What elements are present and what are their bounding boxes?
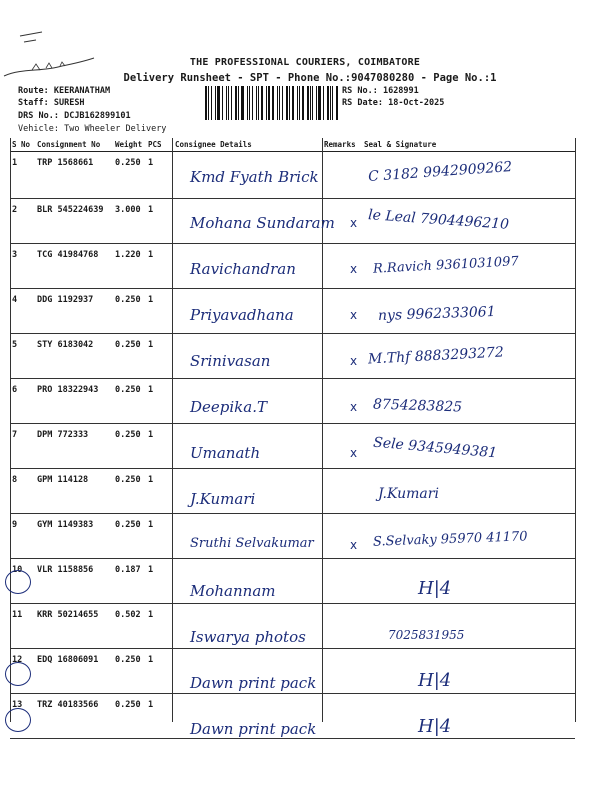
consignment-cell: DDG 1192937 [35, 289, 113, 334]
consignment-cell: TCG 41984768 [35, 244, 113, 289]
sno-cell: 9 [10, 514, 35, 559]
signature-handwriting: S.Selvaky 95970 41170 [372, 529, 528, 550]
remark-mark: x [350, 262, 358, 276]
weight-cell: 0.250 [113, 424, 146, 469]
pcs-cell: 1 [146, 244, 173, 289]
signature-handwriting: R.Ravich 9361031097 [372, 254, 520, 277]
signature-handwriting: le Leal 7904496210 [367, 207, 510, 233]
sno-cell: 12 [10, 649, 35, 694]
remarks-cell [322, 649, 362, 694]
barcode-bar [268, 86, 271, 120]
consignee-handwriting: Mohana Sundaram [190, 214, 335, 232]
barcode-bar [247, 86, 248, 120]
barcode-bar [282, 86, 283, 120]
barcode-bar [249, 86, 250, 120]
weight-cell: 0.250 [113, 514, 146, 559]
pcs-cell: 1 [146, 152, 173, 199]
barcode-bar [316, 86, 317, 120]
barcode-bar [211, 86, 212, 120]
barcode-bar [323, 86, 324, 120]
remark-mark: x [350, 538, 358, 552]
weight-cell: 0.250 [113, 469, 146, 514]
signature-handwriting: J.Kumari [378, 486, 439, 502]
rs-date-line: RS Date: 18-Oct-2025 [342, 98, 445, 108]
consignee-handwriting: J.Kumari [190, 490, 256, 508]
consignee-handwriting: Sruthi Selvakumar [190, 536, 314, 551]
remark-mark: x [350, 354, 358, 368]
weight-cell: 0.502 [113, 604, 146, 649]
barcode-bar [318, 86, 321, 120]
signature-handwriting: H|4 [418, 670, 452, 691]
barcode-bar [261, 86, 263, 120]
consignment-cell: DPM 772333 [35, 424, 113, 469]
barcode-bar [297, 86, 298, 120]
consignee-handwriting: Dawn print pack [190, 720, 317, 738]
col-sno: S No [10, 138, 35, 152]
remarks-cell [322, 604, 362, 649]
barcode-bar [277, 86, 278, 120]
consignee-handwriting: Priyavadhana [190, 306, 294, 324]
table-row [10, 559, 575, 604]
consignee-handwriting: Kmd Fyath Brick [190, 168, 319, 186]
pcs-cell: 1 [146, 379, 173, 424]
barcode-bar [312, 86, 313, 120]
remarks-cell [322, 694, 362, 739]
sno-cell: 11 [10, 604, 35, 649]
col-signature: Seal & Signature [362, 138, 575, 152]
staff-value: SURESH [53, 98, 85, 108]
pcs-cell: 1 [146, 604, 173, 649]
signature-cell [362, 694, 575, 739]
remark-mark: x [350, 400, 358, 414]
barcode-bar [205, 86, 207, 120]
barcode-bar [235, 86, 237, 120]
remarks-cell [322, 559, 362, 604]
barcode-bar [215, 86, 217, 120]
sno-cell: 3 [10, 244, 35, 289]
barcode-bar [327, 86, 329, 120]
rule [575, 138, 576, 722]
serial-circle-mark [5, 708, 31, 732]
barcode-bar [307, 86, 309, 120]
signature-handwriting: M.Thf 8883293272 [367, 344, 505, 368]
rule [10, 138, 11, 722]
remark-mark: x [350, 446, 358, 460]
signature-handwriting: nys 9962333061 [377, 303, 496, 325]
barcode-bar [289, 86, 290, 120]
barcode-bar [279, 86, 280, 120]
vehicle-value: Two Wheeler Delivery [64, 124, 167, 134]
barcode-bar [208, 86, 209, 120]
pcs-cell: 1 [146, 469, 173, 514]
signature-cell [362, 649, 575, 694]
pcs-cell: 1 [146, 289, 173, 334]
weight-cell: 0.250 [113, 379, 146, 424]
consignee-handwriting: Ravichandran [190, 260, 296, 278]
consignee-handwriting: Iswarya photos [190, 628, 306, 646]
rs-no-value: 1628991 [382, 86, 419, 96]
route-line: Route: KEERANATHAM [18, 86, 111, 96]
barcode-bar [258, 86, 259, 120]
barcode-bar [302, 86, 304, 120]
barcode-bar [231, 86, 233, 120]
pcs-cell: 1 [146, 694, 173, 739]
sno-cell: 6 [10, 379, 35, 424]
consignment-cell: TRZ 40183566 [35, 694, 113, 739]
runsheet-line: Delivery Runsheet - SPT - Phone No.:9047080280 - Page No.:1 [123, 72, 497, 84]
signature-handwriting: 8754283825 [372, 396, 463, 416]
pcs-cell: 1 [146, 334, 173, 379]
remarks-cell [322, 469, 362, 514]
col-remarks: Remarks [322, 138, 362, 152]
barcode-bar [266, 86, 267, 120]
route-value: KEERANATHAM [53, 86, 111, 96]
signature-handwriting: C 3182 9942909262 [367, 158, 513, 186]
barcode-bar [226, 86, 227, 120]
table-row [10, 379, 575, 424]
barcode-bar [228, 86, 229, 120]
barcode-bar [330, 86, 331, 120]
barcode-bar [256, 86, 257, 120]
barcode-bar [222, 86, 223, 120]
rs-no-line: RS No.: 1628991 [342, 86, 419, 96]
sno-cell: 5 [10, 334, 35, 379]
weight-cell: 0.250 [113, 694, 146, 739]
company-title: THE PROFESSIONAL COURIERS, COIMBATORE [189, 57, 421, 68]
pcs-cell: 1 [146, 199, 173, 244]
sno-cell: 13 [10, 694, 35, 739]
barcode-bar [217, 86, 220, 120]
consignee-handwriting: Srinivasan [190, 352, 271, 370]
weight-cell: 0.250 [113, 334, 146, 379]
weight-cell: 0.250 [113, 289, 146, 334]
consignment-cell: STY 6183042 [35, 334, 113, 379]
sno-cell: 2 [10, 199, 35, 244]
consignee-handwriting: Deepika.T [190, 398, 267, 416]
weight-cell: 0.250 [113, 152, 146, 199]
weight-cell: 0.187 [113, 559, 146, 604]
staff-line: Staff: SURESH [18, 98, 85, 108]
weight-cell: 3.000 [113, 199, 146, 244]
barcode-bar [241, 86, 244, 120]
sno-cell: 8 [10, 469, 35, 514]
scribble-mark [2, 28, 112, 88]
remarks-cell [322, 152, 362, 199]
consignment-cell: TRP 1568661 [35, 152, 113, 199]
drs-line: DRS No.: DCJB162899101 [18, 111, 131, 121]
consignment-cell: VLR 1158856 [35, 559, 113, 604]
col-consignment: Consignment No [35, 138, 113, 152]
serial-circle-mark [5, 570, 31, 594]
drs-value: DCJB162899101 [64, 111, 131, 121]
pcs-cell: 1 [146, 649, 173, 694]
consignment-cell: BLR 545224639 [35, 199, 113, 244]
pcs-cell: 1 [146, 514, 173, 559]
signature-handwriting: H|4 [418, 716, 452, 737]
pcs-cell: 1 [146, 559, 173, 604]
barcode-bar [332, 86, 333, 120]
consignment-cell: GPM 114128 [35, 469, 113, 514]
col-pcs: PCS [146, 138, 173, 152]
consignment-cell: EDQ 16806091 [35, 649, 113, 694]
barcode-bar [336, 86, 338, 120]
sno-cell: 4 [10, 289, 35, 334]
serial-circle-mark [5, 662, 31, 686]
weight-cell: 0.250 [113, 649, 146, 694]
remark-mark: x [350, 216, 358, 230]
barcode-bar [292, 86, 295, 120]
pcs-cell: 1 [146, 424, 173, 469]
consignment-cell: KRR 50214655 [35, 604, 113, 649]
signature-handwriting: H|4 [418, 578, 452, 599]
vehicle-line: Vehicle: Two Wheeler Delivery [18, 124, 167, 134]
table-header-row [10, 138, 575, 152]
consignee-handwriting: Dawn print pack [190, 674, 317, 692]
consignee-handwriting: Mohannam [190, 582, 276, 600]
sno-cell: 10 [10, 559, 35, 604]
barcode [205, 86, 339, 120]
barcode-bar [238, 86, 239, 120]
rs-date-value: 18-Oct-2025 [388, 98, 445, 108]
col-consignee: Consignee Details [173, 138, 322, 152]
barcode-bar [310, 86, 311, 120]
consignment-cell: PRO 18322943 [35, 379, 113, 424]
barcode-bar [286, 86, 288, 120]
barcode-bar [252, 86, 254, 120]
sno-cell: 1 [10, 152, 35, 199]
col-weight: Weight [113, 138, 146, 152]
barcode-bar [272, 86, 274, 120]
consignee-handwriting: Umanath [190, 444, 261, 462]
table-row [10, 469, 575, 514]
signature-handwriting: Sele 9345949381 [372, 434, 498, 462]
signature-handwriting: 7025831955 [388, 628, 465, 642]
barcode-bar [299, 86, 300, 120]
sno-cell: 7 [10, 424, 35, 469]
consignment-cell: GYM 1149383 [35, 514, 113, 559]
weight-cell: 1.220 [113, 244, 146, 289]
rule [172, 138, 173, 722]
signature-cell [362, 559, 575, 604]
remark-mark: x [350, 308, 358, 322]
